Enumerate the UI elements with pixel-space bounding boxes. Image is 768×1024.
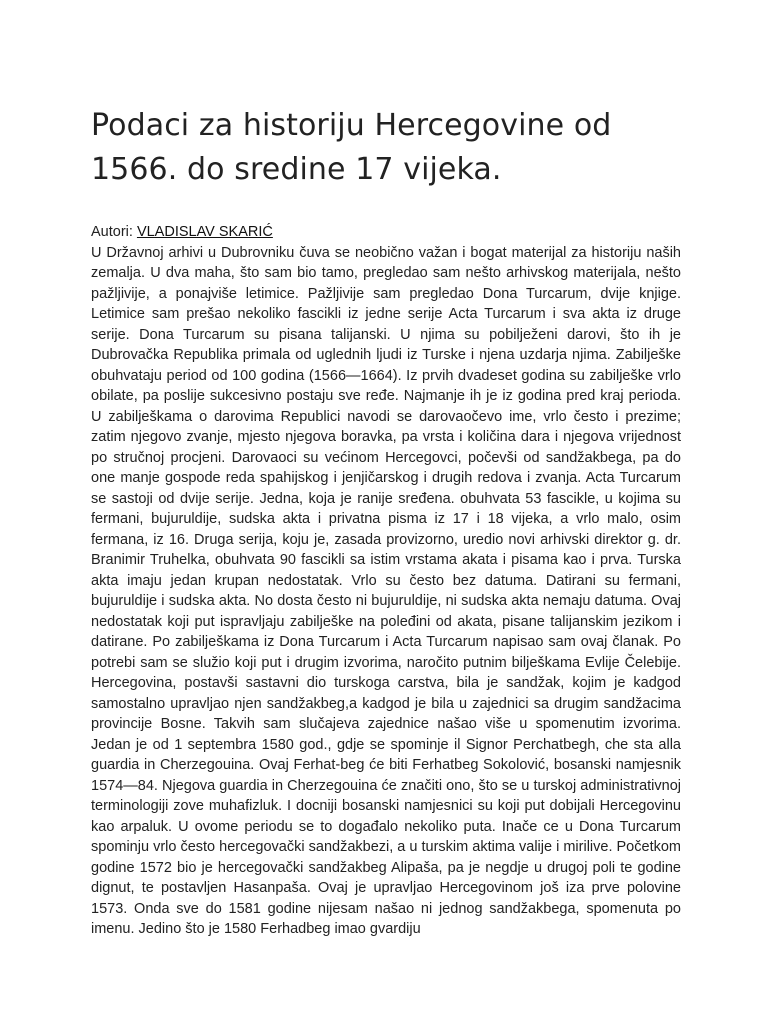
document-title: Podaci za historiju Hercegovine od 1566. do sredine 17 vijeka. bbox=[91, 108, 612, 187]
author-label: Autori: bbox=[91, 224, 137, 240]
author-line bbox=[91, 222, 681, 243]
body-paragraph: U Državnoj arhivi u Dubrovniku čuva se neobično važan i bogat materijal za historiju naših zemalja. U dva maha, što sam bio tamo, pregledao sam nešto arhivskog materijala, nešto pažljivije, a ponajviše letimice. Pažljivije sam pregledao Dona Turcarum, dvije knjige. Letimice sam prešao nekoliko fascikli iz jedne serije Acta Turcarum i sva akta iz druge serije. Dona Turcarum su pisana talijanski. U njima su pobilježeni darovi, što ih je Dubrovačka Republika primala od uglednih ljudi iz Turske i njena uzdarja njima. Zabilješke obuhvataju period od 100 godina (1566—1664). Iz prvih dvadeset godina su zabilješke vrlo obilate, pa poslije sukcesivno postaju sve ređe. Najmanje ih je iz godina pred kraj perioda. U zabilješkama o darovima Republici navodi se darovaočevo ime, vrlo često i prezime; zatim njegovo zvanje, mjesto njegova boravka, pa vrsta i količina dara i njegova vrijednost po stručnoj procjeni. Darovaoci su većinom Hercegovci, počevši od sandžakbega, pa do one manje gospode reda spahijskog i jenjičarskog i drugih redova i zvanja. Acta Turcarum se sastoji od dvije serije. Jedna, koja je ranije sređena. obuhvata 53 fascikle, u kojima su fermani, bujuruldije, sudska akta i privatna pisma iz 17 i 18 vijeka, a vrlo malo, osim fermana, iz 16. Druga serija, koju je, zasada provizorno, uredio novi arhivski direktor g. dr. Branimir Truhelka, obuhvata 90 fascikli sa istim vrstama akata i pisama kao i prva. Turska akta imaju jedan krupan nedostatak. Vrlo su često bez datuma. Datirani su fermani, bujuruldije i sudska akta. No dosta često ni bujuruldije, ni sudska akta nemaju datuma. Ovaj nedostatak koji put ispravljaju zabilješke na poleđini od akata, pisane talijanskim jezikom i datirane. Po zabilješkama iz Dona Turcarum i Acta Turcarum napisao sam ovaj članak. Po potrebi sam se služio koji put i drugim izvorima, naročito putnim bilješkama Evlije Čelebije. Hercegovina, postavši sastavni dio turskoga carstva, bila je sandžak, kojim je kadgod samostalno upravljao njen sandžakbeg,a kadgod je bila u zajednici sa drugim sandžacima provincije Bosne. Takvih sam slučajeva zajednice našao više u spomenutim izvorima. Jedan je od 1 septembra 1580 god., gdje se spominje il Signor Perchatbegh, che sta alla guardia in Cherzegouina. Ovaj Ferhat-beg će biti Ferhatbeg Sokolović, bosanski namjesnik 1574—84. Njegova guardia in Cherzegouina će značiti ono, što se u turskoj administrativnoj terminologiji zove muhafizluk. I docniji bosanski namjesnici su koji put dobijali Hercegovinu kao arpaluk. U ovome periodu se to događalo nekoliko puta. Inače ce u Dona Turcarum spominju vrlo često hercegovački sandžakbezi, a u turskim aktima valije i mirilive. Početkom godine 1572 bio je hercegovački sandžakbeg Alipaša, pa je negdje u drugoj poli te godine dignut, te postavljen Hasanpaša. Ovaj je upravljao Hercegovinom još iza prve polovine 1573. Onda sve do 1581 godine nijesam našao ni jednog sandžakbega, spomenuta po imenu. Jedino što je 1580 Ferhadbeg imao gvardiju bbox=[91, 244, 681, 937]
author-link[interactable]: VLADISLAV SKARIĆ bbox=[136, 224, 273, 240]
document-page bbox=[91, 104, 681, 940]
